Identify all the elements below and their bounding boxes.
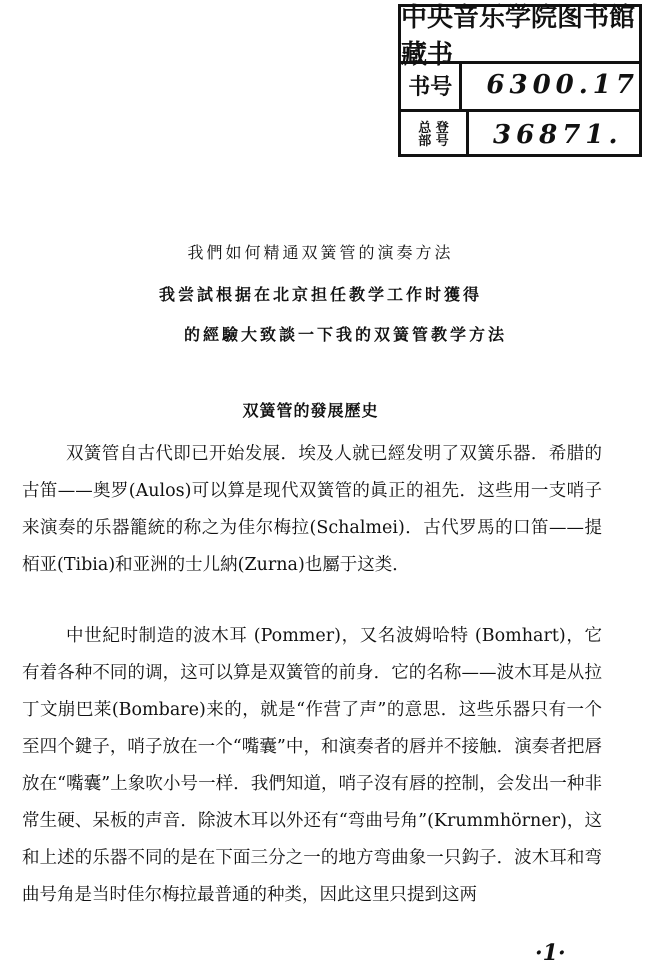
stamp-register-label: [401, 112, 469, 157]
stamp-call-label: 书号: [401, 61, 462, 109]
stamp-register-row: [401, 112, 639, 157]
title-line-3: 的經驗大致談一下我的双簧管教学方法: [183, 325, 507, 344]
library-stamp: [398, 4, 642, 157]
stamp-register-label-b: 部 号: [418, 133, 449, 149]
title-line-2: 我尝試根据在北京担任教学工作时獲得: [158, 285, 482, 304]
stamp-register-label-a: 总 登: [418, 120, 449, 136]
stamp-register-number: 36871.: [493, 119, 623, 150]
stamp-header: 中央音乐学院图书館藏书: [401, 7, 639, 64]
stamp-call-number: 6300.17: [486, 70, 639, 100]
paragraph-1: 双簧管自古代即已开始发展．埃及人就已經发明了双簧乐器．希腊的古笛——奥罗(Aulos)可以算是现代双簧管的眞正的祖先．这些用一支哨子来演奏的乐器籠統的称之为佳尔梅拉(Schalmei)．古代罗馬的口笛——提栢亚(Tibia)和亚洲的士儿納(Zurna)也屬于这类．: [22, 444, 602, 575]
title-line-1: 我們如何精通双簧管的演奏方法: [187, 243, 454, 262]
stamp-call-row: [401, 61, 639, 112]
page-number: ·1·: [535, 940, 566, 966]
paragraph-2: 中世紀时制造的波木耳 (Pommer)，又名波姆哈特 (Bomhart)，它有着各种不同的调，这可以算是双簧管的前身．它的名称——波木耳是从拉丁文崩巴莱(Bombare)来的，就是“作营了声”的意思．这些乐器只有一个至四个鍵子，哨子放在一个“嘴囊”中，和演奏者的唇并不接触．演奏者把唇放在“嘴囊”上象吹小号一样．我們知道，哨子沒有唇的控制，会发出一种非常生硬、呆板的声音．除波木耳以外还有“弯曲号角”(Krummhörner)，这和上述的乐器不同的是在下面三分之一的地方弯曲象一只鈎子．波木耳和弯曲号角是当时佳尔梅拉最普通的种类，因此这里只提到这两: [22, 626, 602, 905]
section-heading: 双簧管的發展歷史: [242, 401, 379, 420]
